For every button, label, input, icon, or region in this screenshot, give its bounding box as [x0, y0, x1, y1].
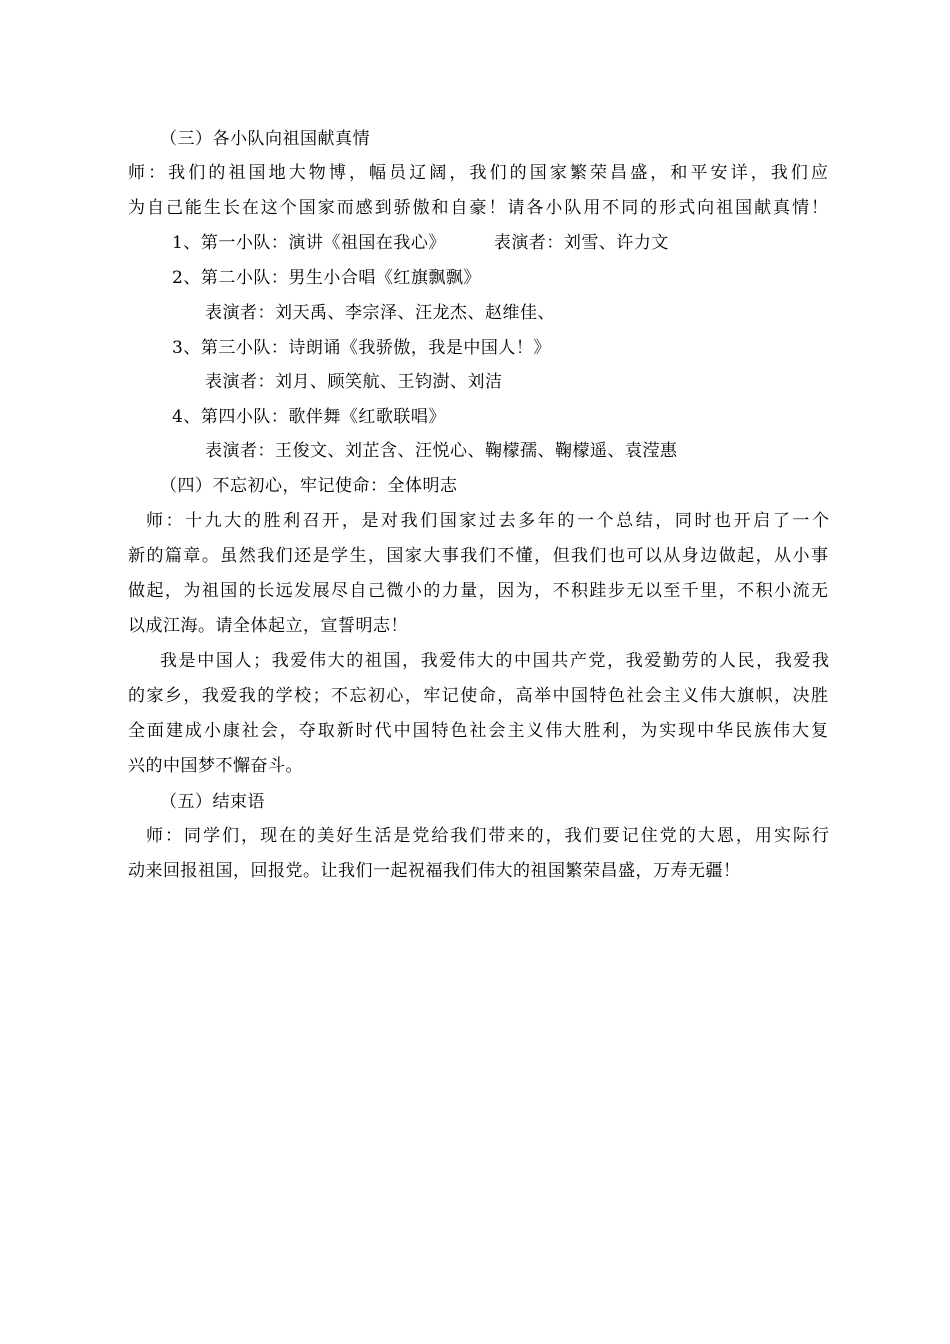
section5-para-line-1: 师：同学们，现在的美好生活是党给我们带来的，我们要记住党的大恩，用实际行 [146, 826, 829, 846]
section5-heading: （五）结束语 [160, 792, 265, 812]
item-2-performers: 表演者：刘天禹、李宗泽、汪龙杰、赵维佳、 [205, 303, 555, 323]
section5-para-line-2: 动来回报祖国，回报党。让我们一起祝福我们伟大的祖国繁荣昌盛，万寿无疆！ [128, 861, 741, 881]
section4-para1-line-4: 以成江海。请全体起立，宣誓明志！ [128, 616, 408, 636]
section3-heading: （三）各小队向祖国献真情 [160, 129, 370, 149]
item-4-performers: 表演者：王俊文、刘芷含、汪悦心、鞠檬孺、鞠檬遥、袁滢惠 [205, 441, 678, 461]
section4-heading: （四）不忘初心，牢记使命：全体明志 [160, 476, 458, 496]
item-4-title: 4、第四小队：歌伴舞《红歌联唱》 [172, 407, 446, 427]
section4-para2-line-1: 我是中国人；我爱伟大的祖国，我爱伟大的中国共产党，我爱勤劳的人民，我爱我 [160, 651, 829, 671]
item-1-performers: 表演者：刘雪、许力文 [493, 233, 669, 253]
section4-para2-line-4: 兴的中国梦不懈奋斗。 [128, 756, 303, 776]
section3-intro-line-2: 为自己能生长在这个国家而感到骄傲和自豪！请各小队用不同的形式向祖国献真情！ [128, 198, 828, 218]
item-3-performers: 表演者：刘月、顾笑航、王钧澍、刘洁 [205, 372, 503, 392]
section4-para1-line-3: 做起，为祖国的长远发展尽自己微小的力量，因为，不积跬步无以至千里，不积小流无 [128, 581, 828, 601]
section4-para1-line-1: 师：十九大的胜利召开，是对我们国家过去多年的一个总结，同时也开启了一个 [146, 511, 829, 531]
item-2-title: 2、第二小队：男生小合唱《红旗飘飘》 [172, 268, 481, 288]
section3-intro-line-1: 师：我们的祖国地大物博，幅员辽阔，我们的国家繁荣昌盛，和平安详，我们应 [128, 163, 828, 183]
section4-para2-line-3: 全面建成小康社会，夺取新时代中国特色社会主义伟大胜利，为实现中华民族伟大复 [128, 721, 828, 741]
item-1-title: 1、第一小队：演讲《祖国在我心》 [172, 233, 446, 253]
item-1-line [172, 231, 669, 255]
item-3-title: 3、第三小队：诗朗诵《我骄傲，我是中国人！》 [172, 338, 551, 358]
section4-para1-line-2: 新的篇章。虽然我们还是学生，国家大事我们不懂，但我们也可以从身边做起，从小事 [128, 546, 828, 566]
section4-para2-line-2: 的家乡，我爱我的学校；不忘初心，牢记使命，高举中国特色社会主义伟大旗帜，决胜 [128, 686, 828, 706]
